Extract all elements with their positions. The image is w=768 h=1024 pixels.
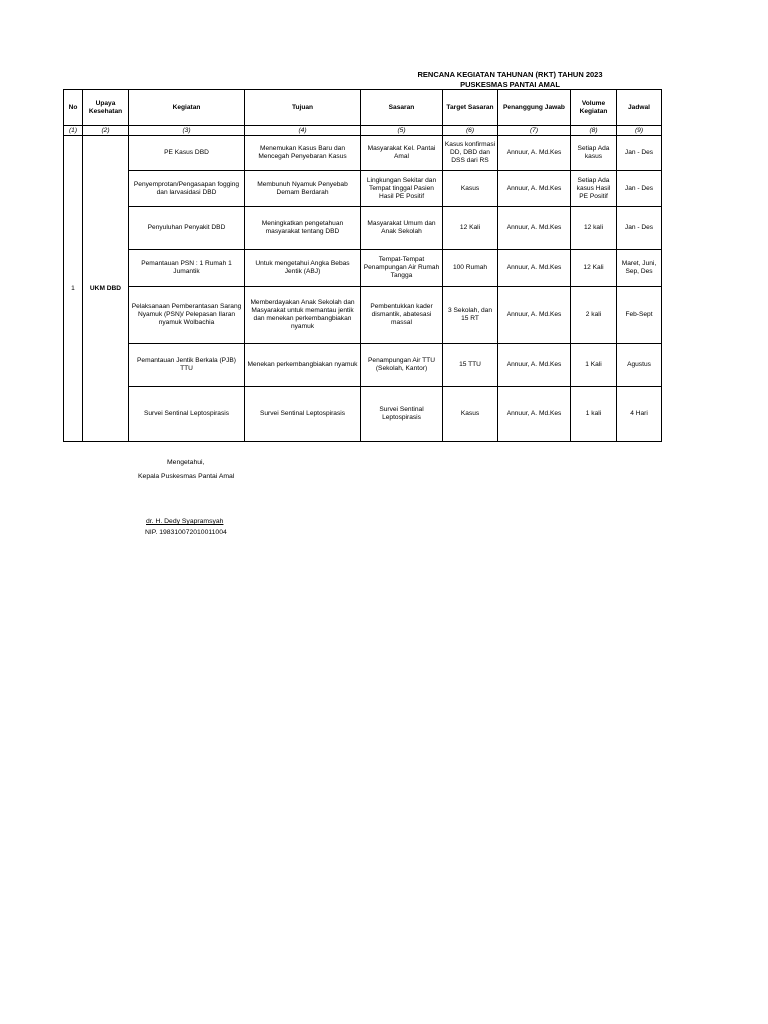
jadwal-cell: Feb-Sept bbox=[617, 287, 662, 344]
tujuan-cell: Survei Sentinal Leptospirasis bbox=[245, 387, 361, 442]
volume-cell: Setiap Ada kasus bbox=[571, 136, 617, 171]
volume-cell: 1 Kali bbox=[571, 344, 617, 387]
header-upaya: Upaya Kesehatan bbox=[83, 90, 129, 126]
header-volume: Volume Kegiatan bbox=[571, 90, 617, 126]
table-row bbox=[64, 207, 662, 250]
sasaran-cell: Survei Sentinal Leptospirasis bbox=[361, 387, 443, 442]
sasaran-cell: Pembentukkan kader dismantik, abatesasi massal bbox=[361, 287, 443, 344]
column-number: (9) bbox=[617, 126, 662, 136]
column-number: (3) bbox=[129, 126, 245, 136]
sasaran-cell: Tempat-Tempat Penampungan Air Rumah Tangga bbox=[361, 250, 443, 287]
column-number: (7) bbox=[498, 126, 571, 136]
jadwal-cell: Jan - Des bbox=[617, 207, 662, 250]
tujuan-cell: Untuk mengetahui Angka Bebas Jentik (ABJ) bbox=[245, 250, 361, 287]
table-row bbox=[64, 171, 662, 207]
header-jadwal: Jadwal bbox=[617, 90, 662, 126]
pj-cell: Annuur, A. Md.Kes bbox=[498, 171, 571, 207]
sasaran-cell: Penampungan Air TTU (Sekolah, Kantor) bbox=[361, 344, 443, 387]
volume-cell: 12 Kali bbox=[571, 250, 617, 287]
kegiatan-cell: Penyuluhan Penyakit DBD bbox=[129, 207, 245, 250]
column-number: (1) bbox=[64, 126, 83, 136]
volume-cell: Setiap Ada kasus Hasil PE Positif bbox=[571, 171, 617, 207]
tujuan-cell: Meningkatkan pengetahuan masyarakat tentang DBD bbox=[245, 207, 361, 250]
tujuan-cell: Membunuh Nyamuk Penyebab Demam Berdarah bbox=[245, 171, 361, 207]
target-cell: Kasus konfirmasi DD, DBD dan DSS dari RS bbox=[443, 136, 498, 171]
column-number: (2) bbox=[83, 126, 129, 136]
row-number: 1 bbox=[64, 136, 83, 442]
rkt-table bbox=[63, 89, 662, 442]
sasaran-cell: Masyarakat Kel. Pantai Amal bbox=[361, 136, 443, 171]
jadwal-cell: Agustus bbox=[617, 344, 662, 387]
signer-nip: NIP. 198310072010011004 bbox=[145, 529, 227, 536]
volume-cell: 12 kali bbox=[571, 207, 617, 250]
column-number: (8) bbox=[571, 126, 617, 136]
sasaran-cell: Lingkungan Sekitar dan Tempat tinggal Pasien Hasil PE Positif bbox=[361, 171, 443, 207]
column-number: (6) bbox=[443, 126, 498, 136]
kegiatan-cell: Pemantauan PSN : 1 Rumah 1 Jumantik bbox=[129, 250, 245, 287]
header-target: Target Sasaran bbox=[443, 90, 498, 126]
pj-cell: Annuur, A. Md.Kes bbox=[498, 344, 571, 387]
target-cell: 3 Sekolah, dan 15 RT bbox=[443, 287, 498, 344]
table-row bbox=[64, 287, 662, 344]
target-cell: Kasus bbox=[443, 387, 498, 442]
sasaran-cell: Masyarakat Umum dan Anak Sekolah bbox=[361, 207, 443, 250]
target-cell: 100 Rumah bbox=[443, 250, 498, 287]
column-number: (5) bbox=[361, 126, 443, 136]
header-sasaran: Sasaran bbox=[361, 90, 443, 126]
jadwal-cell: Maret, Juni, Sep, Des bbox=[617, 250, 662, 287]
pj-cell: Annuur, A. Md.Kes bbox=[498, 250, 571, 287]
jadwal-cell: Jan - Des bbox=[617, 171, 662, 207]
pj-cell: Annuur, A. Md.Kes bbox=[498, 136, 571, 171]
target-cell: 15 TTU bbox=[443, 344, 498, 387]
header-penanggung-jawab: Penanggung Jawab bbox=[498, 90, 571, 126]
header-no: No bbox=[64, 90, 83, 126]
document-subtitle: PUSKESMAS PANTAI AMAL bbox=[460, 80, 560, 89]
pj-cell: Annuur, A. Md.Kes bbox=[498, 207, 571, 250]
table-row bbox=[64, 387, 662, 442]
target-cell: Kasus bbox=[443, 171, 498, 207]
kegiatan-cell: Pemantauan Jentik Berkala (PJB) TTU bbox=[129, 344, 245, 387]
kegiatan-cell: Pelaksanaan Pemberantasan Sarang Nyamuk (PSN)/ Pelepasan Ilaran nyamuk Wolbachia bbox=[129, 287, 245, 344]
pj-cell: Annuur, A. Md.Kes bbox=[498, 287, 571, 344]
tujuan-cell: Menemukan Kasus Baru dan Mencegah Penyebaran Kasus bbox=[245, 136, 361, 171]
table-row bbox=[64, 250, 662, 287]
volume-cell: 1 kali bbox=[571, 387, 617, 442]
kegiatan-cell: PE Kasus DBD bbox=[129, 136, 245, 171]
upaya-kesehatan: UKM DBD bbox=[83, 136, 129, 442]
jadwal-cell: Jan - Des bbox=[617, 136, 662, 171]
jadwal-cell: 4 Hari bbox=[617, 387, 662, 442]
volume-cell: 2 kali bbox=[571, 287, 617, 344]
target-cell: 12 Kali bbox=[443, 207, 498, 250]
kegiatan-cell: Penyemprotan/Pengasapan fogging dan larvasidasi DBD bbox=[129, 171, 245, 207]
table-row bbox=[64, 136, 662, 171]
header-tujuan: Tujuan bbox=[245, 90, 361, 126]
tujuan-cell: Memberdayakan Anak Sekolah dan Masyarakat untuk memantau jentik dan menekan perkembangbiakan nyamuk bbox=[245, 287, 361, 344]
signer-position: Kepala Puskesmas Pantai Amal bbox=[138, 473, 235, 480]
signer-name: dr. H. Dedy Syapramsyah bbox=[146, 518, 224, 525]
header-kegiatan: Kegiatan bbox=[129, 90, 245, 126]
table-row bbox=[64, 344, 662, 387]
tujuan-cell: Menekan perkembangbiakan nyamuk bbox=[245, 344, 361, 387]
mengetahui-label: Mengetahui, bbox=[167, 459, 205, 466]
kegiatan-cell: Survei Sentinal Leptospirasis bbox=[129, 387, 245, 442]
document-title: RENCANA KEGIATAN TAHUNAN (RKT) TAHUN 2023 bbox=[417, 70, 603, 79]
header-row bbox=[64, 90, 662, 126]
column-number: (4) bbox=[245, 126, 361, 136]
column-number-row bbox=[64, 126, 662, 136]
pj-cell: Annuur, A. Md.Kes bbox=[498, 387, 571, 442]
